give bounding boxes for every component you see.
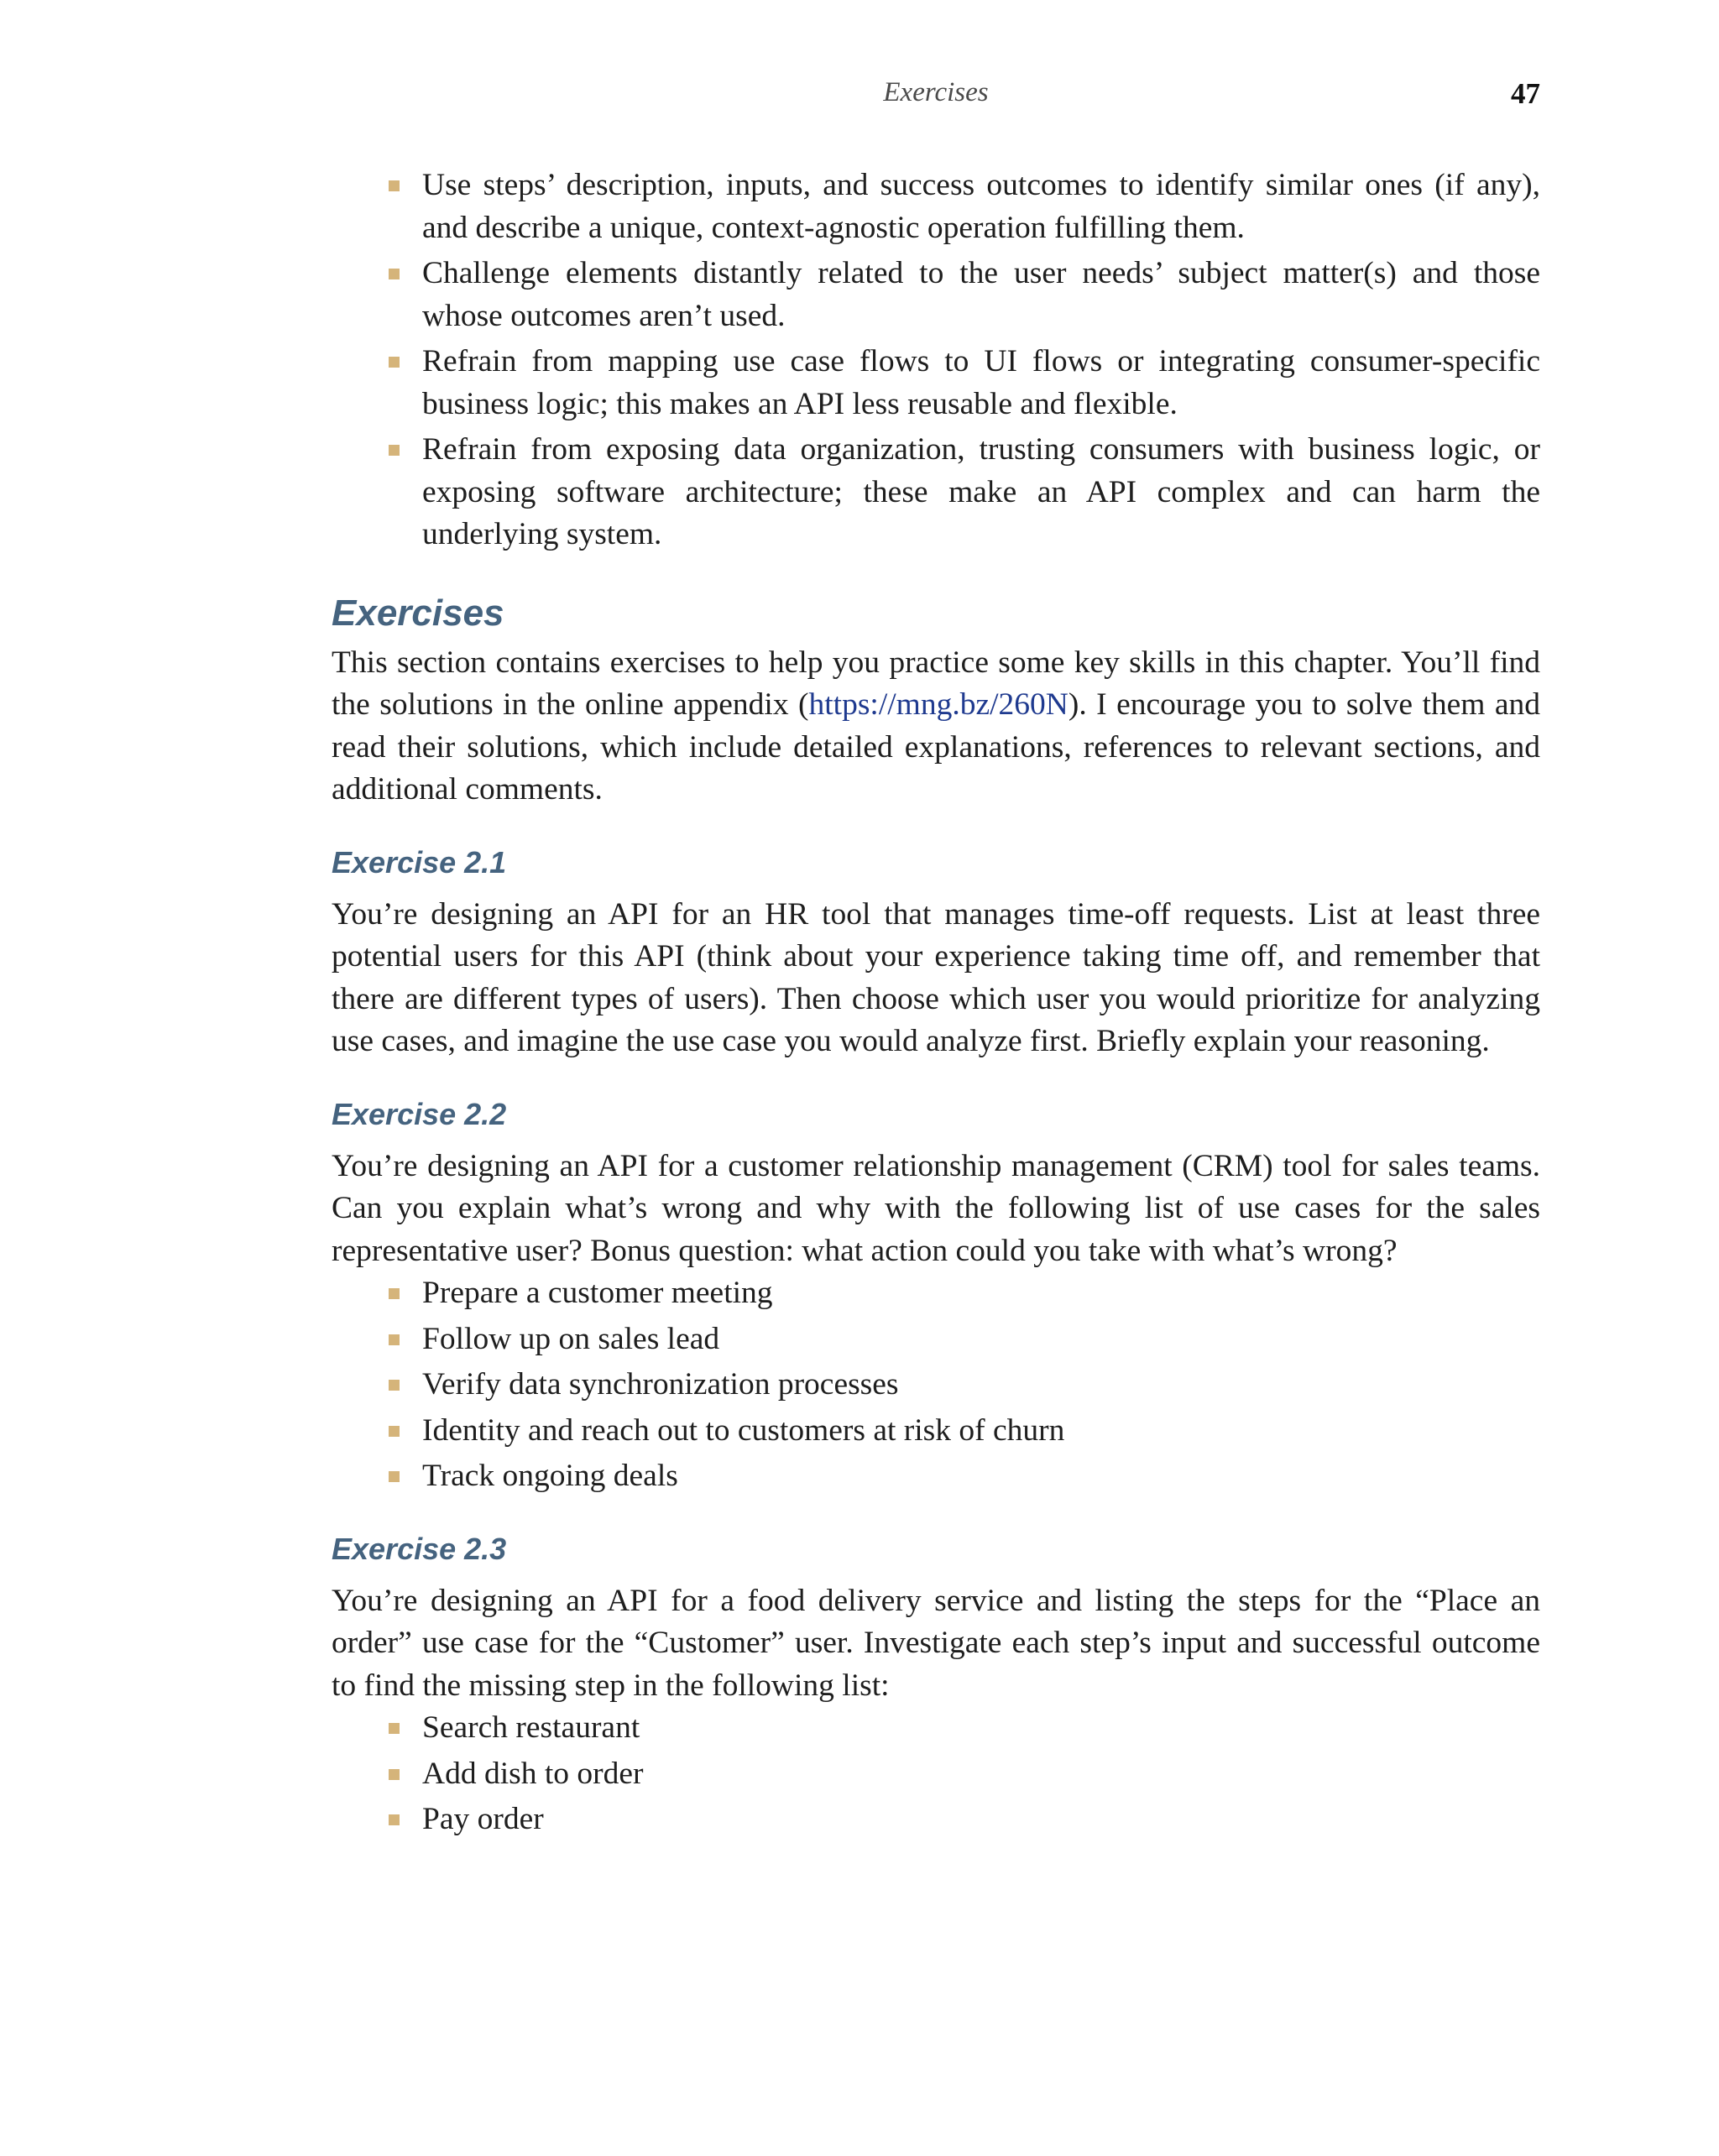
list-item: Verify data synchronization processes xyxy=(422,1364,1540,1407)
exercise-heading: Exercise 2.1 xyxy=(332,844,507,880)
square-bullet-icon xyxy=(389,357,400,368)
list-item: Prepare a customer meeting xyxy=(422,1272,1540,1315)
running-head xyxy=(332,77,1540,119)
list-item: Add dish to order xyxy=(422,1753,1540,1796)
square-bullet-icon xyxy=(389,269,400,279)
exercise-heading: Exercise 2.3 xyxy=(332,1531,507,1566)
section-heading: Exercises xyxy=(332,592,504,634)
list-item: Identity and reach out to customers at risk of churn xyxy=(422,1410,1540,1453)
square-bullet-icon xyxy=(389,1426,400,1437)
list-item: Challenge elements distantly related to the user needs’ subject matter(s) and those whose outcomes aren’t used. xyxy=(422,253,1540,337)
exercise-heading: Exercise 2.2 xyxy=(332,1096,507,1131)
section-intro: This section contains exercises to help you practice some key skills in this chapter. You’ll find the solutions in the online appendix (https://mng.bz/260N). I encourage you to solve them and read their solutions, which include detailed explanations, references to relevant sections, and additional comments. xyxy=(332,645,1540,807)
list-item: Pay order xyxy=(422,1798,1540,1841)
square-bullet-icon xyxy=(389,180,400,191)
exercise-body: You’re designing an API for a customer relationship management (CRM) tool for sales teams. Can you explain what’s wrong and why with the following list of use cases for the sales representative user? Bonus question: what action could you take with what’s wrong? xyxy=(332,1148,1540,1268)
list-item: Use steps’ description, inputs, and success outcomes to identify similar ones (if any), and describe a unique, context-agnostic operation fulfilling them. xyxy=(422,164,1540,249)
exercise-body: You’re designing an API for a food delivery service and listing the steps for the “Place an order” use case for the “Customer” user. Investigate each step’s input and successful outcome to find the missing step in the following list: xyxy=(332,1583,1540,1703)
step-list xyxy=(332,1707,1540,1841)
list-item: Refrain from mapping use case flows to UI flows or integrating consumer-specific business logic; this makes an API less reusable and flexible. xyxy=(422,341,1540,425)
square-bullet-icon xyxy=(389,1723,400,1734)
page-number: 47 xyxy=(1511,77,1540,110)
list-item: Track ongoing deals xyxy=(422,1455,1540,1498)
square-bullet-icon xyxy=(389,1288,400,1299)
square-bullet-icon xyxy=(389,1769,400,1780)
square-bullet-icon xyxy=(389,1380,400,1391)
square-bullet-icon xyxy=(389,445,400,456)
use-case-list xyxy=(332,1272,1540,1498)
square-bullet-icon xyxy=(389,1471,400,1482)
list-item: Follow up on sales lead xyxy=(422,1318,1540,1361)
page-content xyxy=(332,164,1540,1845)
list-item: Search restaurant xyxy=(422,1707,1540,1750)
exercise-body: You’re designing an API for an HR tool that manages time-off requests. List at least three potential users for this API (think about your experience taking time off, and remember that there are different types of users). Then choose which user you would prioritize for analyzing use cases, and imagine the use case you would analyze first. Briefly explain your reasoning. xyxy=(332,896,1540,1058)
summary-bullet-list xyxy=(332,164,1540,556)
list-item: Refrain from exposing data organization, trusting consumers with business logic, or exposing software architecture; these make an API complex and can harm the underlying system. xyxy=(422,429,1540,556)
square-bullet-icon xyxy=(389,1334,400,1345)
square-bullet-icon xyxy=(389,1814,400,1825)
running-title: Exercises xyxy=(883,77,989,107)
appendix-link[interactable]: https://mng.bz/260N xyxy=(808,687,1068,722)
